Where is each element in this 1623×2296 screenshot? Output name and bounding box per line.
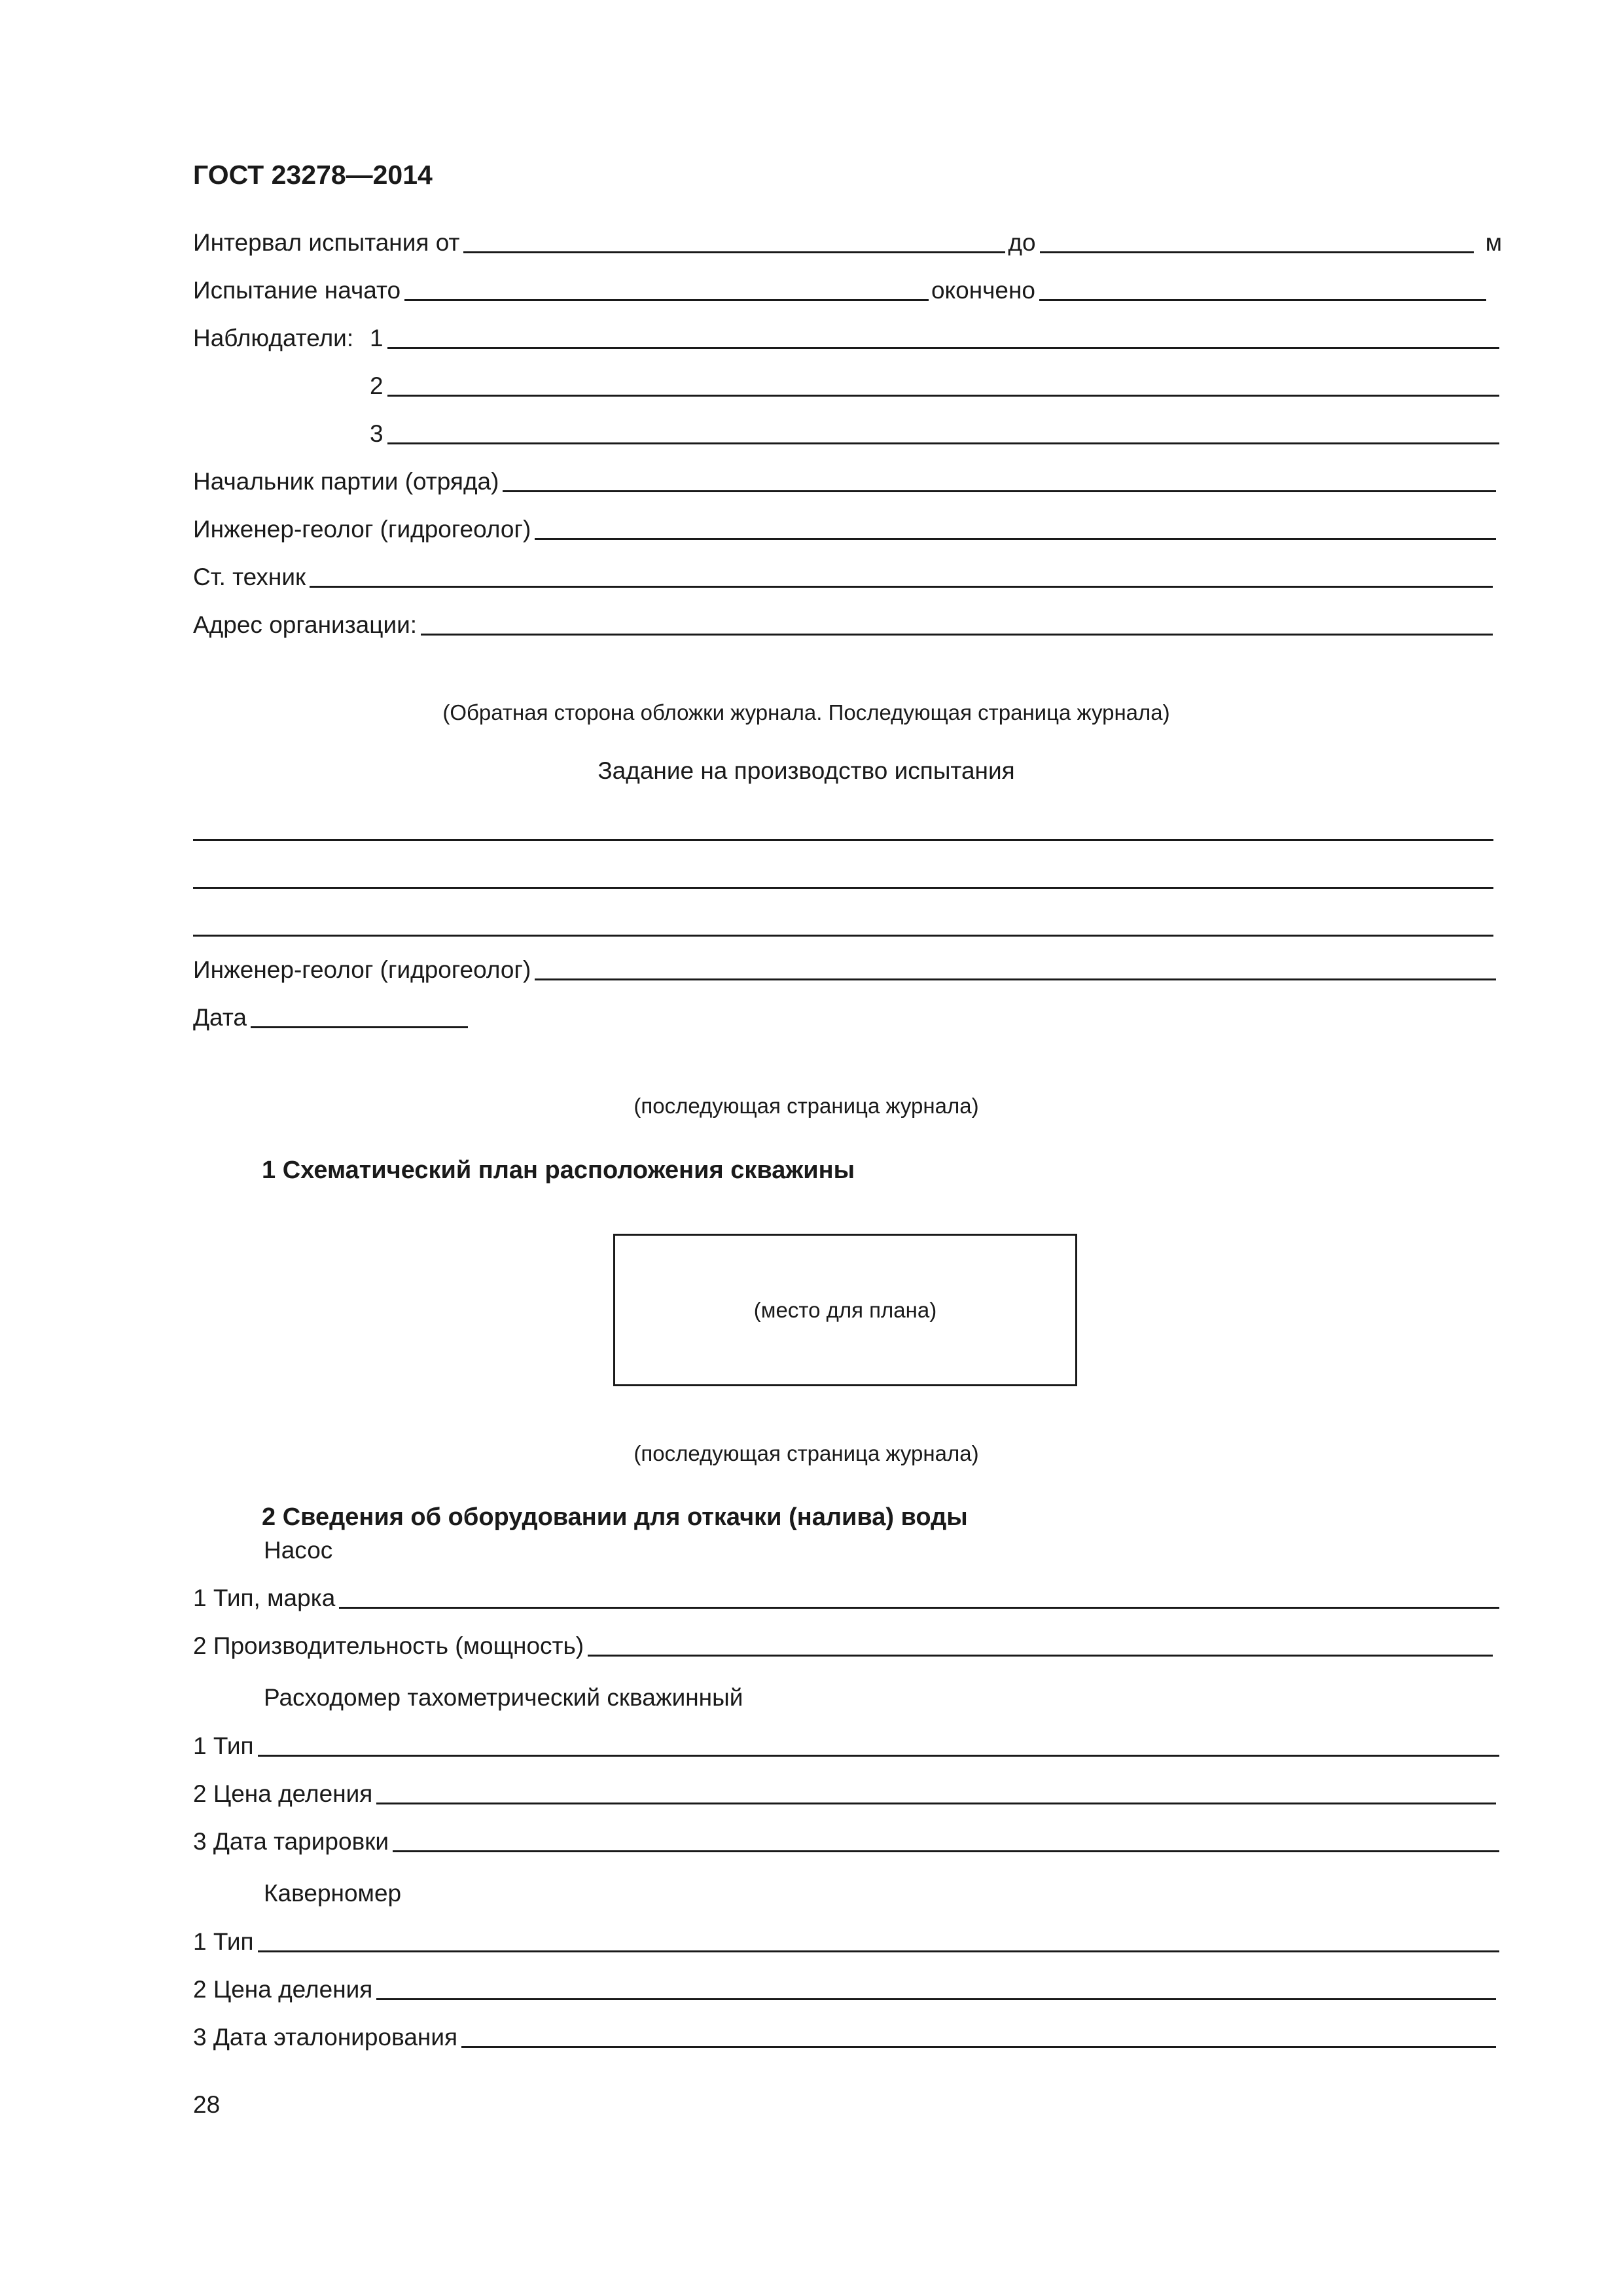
senior-tech-row bbox=[193, 563, 1495, 592]
org-address-field[interactable] bbox=[421, 634, 1493, 636]
flowmeter-item-field[interactable] bbox=[258, 1755, 1499, 1757]
cavernometer-item-label: 2 Цена деления bbox=[193, 1976, 373, 2003]
task-engineer-label: Инженер-геолог (гидрогеолог) bbox=[193, 956, 531, 983]
pump-item-field[interactable] bbox=[588, 1655, 1493, 1657]
task-date-row bbox=[193, 1003, 471, 1032]
engineer-row bbox=[193, 515, 1499, 544]
cavernometer-item-row bbox=[193, 1975, 1499, 2004]
org-address-row bbox=[193, 611, 1495, 639]
senior-tech-field[interactable] bbox=[310, 586, 1493, 588]
cavernometer-item-row bbox=[193, 1928, 1502, 1956]
observer-number: 2 bbox=[370, 372, 383, 399]
observer-row-1 bbox=[193, 324, 1502, 353]
section-1-caption: (последующая страница журнала) bbox=[633, 1441, 979, 1465]
flowmeter-item-row bbox=[193, 1732, 1502, 1761]
test-start-label: Испытание начато bbox=[193, 277, 401, 304]
observer-number: 3 bbox=[370, 420, 383, 447]
task-date-field[interactable] bbox=[251, 1026, 468, 1028]
senior-tech-label: Ст. техник bbox=[193, 564, 306, 590]
flowmeter-title: Расходомер тахометрический скважинный bbox=[264, 1684, 743, 1711]
interval-from-field[interactable] bbox=[463, 251, 1005, 253]
task-engineer-row bbox=[193, 956, 1499, 984]
cavernometer-item-label: 1 Тип bbox=[193, 1928, 254, 1955]
task-line[interactable] bbox=[193, 839, 1493, 841]
interval-to-field[interactable] bbox=[1040, 251, 1474, 253]
cavernometer-item-field[interactable] bbox=[376, 1998, 1496, 2000]
observer-field[interactable] bbox=[387, 347, 1499, 349]
flowmeter-item-field[interactable] bbox=[376, 1803, 1496, 1804]
party-chief-row bbox=[193, 467, 1499, 496]
test-end-label: окончено bbox=[931, 277, 1035, 304]
task-engineer-field[interactable] bbox=[535, 978, 1496, 980]
section-2-title: 2 Сведения об оборудовании для откачки (налива) воды bbox=[262, 1503, 968, 1531]
test-dates-row bbox=[193, 276, 1489, 305]
interval-to-label: до bbox=[1008, 229, 1036, 256]
engineer-field[interactable] bbox=[535, 538, 1496, 540]
observers-label: Наблюдатели: bbox=[193, 325, 354, 351]
pump-item-row bbox=[193, 1584, 1502, 1613]
party-chief-field[interactable] bbox=[503, 490, 1496, 492]
flowmeter-item-field[interactable] bbox=[393, 1850, 1499, 1852]
observer-row-2 bbox=[193, 372, 1502, 401]
observer-field[interactable] bbox=[387, 395, 1499, 397]
cover-back-caption: (Обратная сторона обложки журнала. Последующая страница журнала) bbox=[442, 700, 1170, 725]
flowmeter-item-row bbox=[193, 1827, 1502, 1856]
observer-number: 1 bbox=[370, 325, 383, 351]
interval-row bbox=[193, 228, 1502, 257]
task-title: Задание на производство испытания bbox=[597, 757, 1015, 784]
pump-item-field[interactable] bbox=[339, 1607, 1499, 1609]
party-chief-label: Начальник партии (отряда) bbox=[193, 468, 499, 495]
flowmeter-item-label: 2 Цена деления bbox=[193, 1780, 373, 1807]
task-line[interactable] bbox=[193, 935, 1493, 937]
document-code: ГОСТ 23278—2014 bbox=[193, 160, 433, 190]
pump-title: Насос bbox=[264, 1537, 333, 1564]
interval-unit: м bbox=[1485, 229, 1502, 256]
plan-placeholder: (место для плана) bbox=[753, 1297, 937, 1322]
flowmeter-item-label: 1 Тип bbox=[193, 1732, 254, 1759]
observer-field[interactable] bbox=[387, 442, 1499, 444]
flowmeter-item-label: 3 Дата тарировки bbox=[193, 1828, 389, 1855]
cavernometer-item-field[interactable] bbox=[461, 2046, 1496, 2048]
org-address-label: Адрес организации: bbox=[193, 611, 418, 638]
cavernometer-item-row bbox=[193, 2023, 1499, 2052]
test-start-field[interactable] bbox=[404, 299, 929, 301]
page-number: 28 bbox=[193, 2091, 221, 2118]
cavernometer-item-field[interactable] bbox=[258, 1950, 1499, 1952]
observer-row-3 bbox=[193, 420, 1502, 448]
pump-item-row bbox=[193, 1632, 1495, 1660]
engineer-label: Инженер-геолог (гидрогеолог) bbox=[193, 516, 531, 543]
task-caption: (последующая страница журнала) bbox=[633, 1094, 979, 1118]
plan-box[interactable] bbox=[613, 1234, 1077, 1386]
section-1-title: 1 Схематический план расположения скважины bbox=[262, 1157, 855, 1184]
task-line[interactable] bbox=[193, 887, 1493, 889]
flowmeter-item-row bbox=[193, 1780, 1499, 1808]
interval-from-label: Интервал испытания от bbox=[193, 229, 460, 256]
test-end-field[interactable] bbox=[1039, 299, 1486, 301]
pump-item-label: 1 Тип, марка bbox=[193, 1585, 336, 1611]
cavernometer-item-label: 3 Дата эталонирования bbox=[193, 2024, 458, 2051]
cavernometer-title: Каверномер bbox=[264, 1880, 402, 1907]
task-date-label: Дата bbox=[193, 1004, 247, 1031]
pump-item-label: 2 Производительность (мощность) bbox=[193, 1632, 584, 1659]
